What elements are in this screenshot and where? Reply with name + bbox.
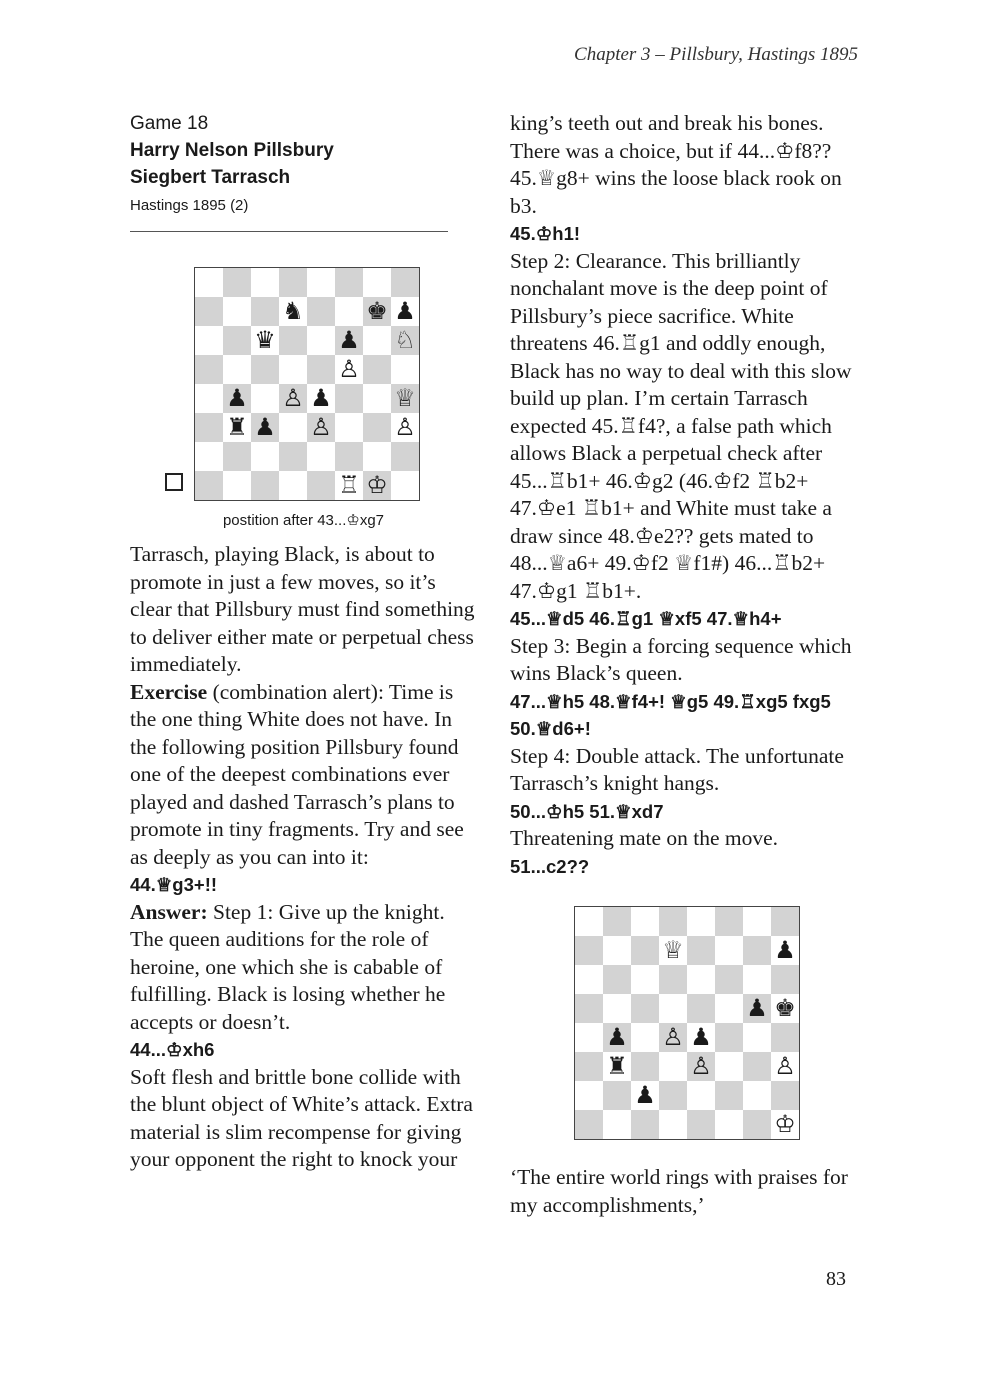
answer-label: Answer: [130, 899, 208, 924]
board-square [603, 936, 631, 965]
board-square [391, 471, 419, 500]
board-square [743, 965, 771, 994]
board-square [659, 994, 687, 1023]
board-square [631, 1052, 659, 1081]
board-square [659, 965, 687, 994]
board-square [687, 907, 715, 936]
board-square [771, 907, 799, 936]
diagram-1 [194, 267, 420, 501]
board-square [307, 297, 335, 326]
board-square [363, 268, 391, 297]
board-square [251, 355, 279, 384]
board-square [743, 1023, 771, 1052]
board-square [687, 936, 715, 965]
board-square [575, 965, 603, 994]
board-square [223, 326, 251, 355]
diagram2-piece-h7: ♟ [774, 936, 796, 964]
board-square [335, 442, 363, 471]
board-square [307, 268, 335, 297]
board-square [687, 965, 715, 994]
board-square [391, 268, 419, 297]
diagram-1-caption: postition after 43...♔xg7 [222, 512, 385, 529]
white-player: Harry Nelson Pillsbury [130, 140, 334, 161]
diagram1-piece-f1: ♖ [338, 471, 360, 499]
diagram1-piece-c6: ♛ [254, 326, 276, 354]
move-line: 45.♔h1! [510, 223, 581, 244]
event-info: Hastings 1895 (2) [130, 197, 249, 214]
move-line: 50...♔h5 51.♕xd7 [510, 800, 664, 822]
diagram2-piece-d7: ♕ [662, 936, 684, 964]
board-square [603, 1081, 631, 1110]
diagram1-piece-h3: ♙ [394, 413, 416, 441]
board-square [307, 355, 335, 384]
divider [130, 231, 448, 232]
diagram1-piece-g7: ♚ [366, 297, 388, 325]
board-square [715, 1023, 743, 1052]
diagram2-piece-c2: ♟ [634, 1081, 656, 1109]
diagram1-piece-h6: ♘ [394, 326, 416, 354]
move-line: 51...c2?? [510, 855, 590, 877]
board-square [631, 907, 659, 936]
board-square [603, 1110, 631, 1139]
board-square [223, 297, 251, 326]
diagram2-piece-b3: ♜ [606, 1052, 628, 1080]
board-square [631, 1023, 659, 1052]
board-square [715, 994, 743, 1023]
answer-text: Step 1: Give up the knight. The queen auditions for the role of heroine, one which she is cabable of fulfilling. Black is losing whether he accepts or doesn’t. [130, 899, 446, 1034]
board-square [223, 268, 251, 297]
board-square [195, 268, 223, 297]
diagram1-piece-b4: ♟ [226, 384, 248, 412]
board-square [743, 936, 771, 965]
board-square [223, 442, 251, 471]
board-square [279, 355, 307, 384]
answer-paragraph [130, 899, 482, 1037]
board-square [631, 936, 659, 965]
board-square [279, 442, 307, 471]
board-square [771, 965, 799, 994]
diagram2-piece-h5: ♚ [774, 994, 796, 1022]
diagram2-piece-e3: ♙ [690, 1052, 712, 1080]
board-square [251, 471, 279, 500]
board-square [659, 907, 687, 936]
board-square [391, 442, 419, 471]
board-square [251, 442, 279, 471]
board-square [195, 442, 223, 471]
board-square [223, 471, 251, 500]
diagram-2 [574, 906, 800, 1140]
diagram1-piece-f5: ♙ [338, 355, 360, 383]
board-square [715, 936, 743, 965]
board-square [335, 413, 363, 442]
board-square [631, 1110, 659, 1139]
page-number: 83 [826, 1268, 846, 1290]
board-square [363, 413, 391, 442]
diagram1-piece-f6: ♟ [338, 326, 360, 354]
diagram2-piece-b4: ♟ [606, 1023, 628, 1051]
board-square [659, 1110, 687, 1139]
board-square [195, 355, 223, 384]
chess-board-2 [574, 906, 800, 1140]
board-square [195, 326, 223, 355]
board-square [743, 1052, 771, 1081]
board-square [575, 994, 603, 1023]
diagram2-piece-h1: ♔ [774, 1110, 796, 1138]
board-square [715, 1052, 743, 1081]
board-square [603, 994, 631, 1023]
paragraph: Step 3: Begin a forcing sequence which wins Black’s queen. [510, 633, 852, 685]
move-line: 47...♕h5 48.♕f4+! ♕g5 49.♖xg5 fxg5 50.♕d6+! [510, 690, 831, 739]
board-square [335, 297, 363, 326]
black-player: Siegbert Tarrasch [130, 167, 291, 188]
board-square [743, 1081, 771, 1110]
move-line: 45...♕d5 46.♖g1 ♕xf5 47.♕h4+ [510, 608, 782, 629]
board-square [195, 413, 223, 442]
diagram2-piece-d4: ♙ [662, 1023, 684, 1051]
board-square [279, 268, 307, 297]
game-number: Game 18 [130, 113, 209, 134]
board-square [223, 355, 251, 384]
board-square [251, 384, 279, 413]
board-square [307, 471, 335, 500]
board-square [307, 442, 335, 471]
board-square [603, 965, 631, 994]
board-square [659, 1052, 687, 1081]
board-square [715, 1110, 743, 1139]
board-square [307, 326, 335, 355]
diagram2-piece-g5: ♟ [746, 994, 768, 1022]
diagram1-piece-b3: ♜ [226, 413, 248, 441]
running-head: Chapter 3 – Pillsbury, Hastings 1895 [574, 44, 858, 65]
board-square [659, 1081, 687, 1110]
diagram1-piece-c3: ♟ [254, 413, 276, 441]
board-square [715, 907, 743, 936]
board-square [575, 907, 603, 936]
right-column [510, 110, 860, 1219]
board-square [687, 1110, 715, 1139]
board-square [335, 384, 363, 413]
board-square [363, 384, 391, 413]
board-square [771, 1081, 799, 1110]
move-line: 44...♔xh6 [130, 1039, 215, 1060]
move-line: 44.♕g3+!! [130, 874, 218, 895]
board-square [575, 1023, 603, 1052]
board-square [279, 471, 307, 500]
board-square [743, 1110, 771, 1139]
board-square [251, 297, 279, 326]
paragraph: Threatening mate on the move. [510, 826, 779, 850]
paragraph: Tarrasch, playing Black, is about to promote in just a few moves, so it’s clear that Pillsbury must find something to deliver either mate or perpetual chess immediately. [130, 542, 475, 676]
diagram2-piece-h3: ♙ [774, 1052, 796, 1080]
diagram1-piece-h4: ♕ [394, 384, 416, 412]
board-square [391, 355, 419, 384]
paragraph: Step 2: Clearance. This brilliantly nonchalant move is the deep point of Pillsbury’s piece sacrifice. White threatens 46.♖g1 and oddly enough, Black has no way to deal with this slow build up plan. I’m certain Tarrasch expected 45.♖f4?, a false path which allows Black a perpetual check after 45...♖b1+ 46.♔g2 (46.♔f2 ♖b2+ 47.♔e1 ♖b1+ and White must take a draw since 48.♔e2?? gets mated to 48...♕a6+ 49.♔f2 ♕f1#) 46...♖b2+ 47.♔g1 ♖b1+. [510, 248, 852, 603]
board-square [575, 1052, 603, 1081]
paragraph: ‘The entire world rings with praises for my accomplishments,’ [510, 1165, 848, 1217]
paragraph: king’s teeth out and break his bones. There was a choice, but if 44...♔f8?? 45.♕g8+ wins the loose black rook on b3. [510, 111, 842, 218]
board-square [687, 1081, 715, 1110]
diagram1-piece-e3: ♙ [310, 413, 332, 441]
board-square [575, 1081, 603, 1110]
board-square [771, 1023, 799, 1052]
board-square [603, 907, 631, 936]
left-column [130, 110, 482, 1174]
board-square [715, 1081, 743, 1110]
white-to-move-marker [165, 473, 183, 491]
exercise-label: Exercise [130, 679, 208, 704]
board-square [687, 994, 715, 1023]
diagram1-piece-h7: ♟ [394, 297, 416, 325]
diagram1-piece-e4: ♟ [310, 384, 332, 412]
board-square [631, 994, 659, 1023]
chess-board-1 [194, 267, 420, 501]
board-square [279, 326, 307, 355]
board-square [279, 413, 307, 442]
exercise-paragraph [130, 679, 482, 872]
diagram2-piece-e4: ♟ [690, 1023, 712, 1051]
board-square [363, 355, 391, 384]
board-square [195, 297, 223, 326]
board-square [743, 907, 771, 936]
board-square [335, 268, 363, 297]
diagram1-piece-d7: ♞ [282, 297, 304, 325]
paragraph: Step 4: Double attack. The unfortunate Tarrasch’s knight hangs. [510, 743, 844, 795]
board-square [575, 1110, 603, 1139]
diagram1-piece-d4: ♙ [282, 384, 304, 412]
board-square [363, 326, 391, 355]
board-square [363, 442, 391, 471]
diagram1-piece-g1: ♔ [366, 471, 388, 499]
paragraph: Soft flesh and brittle bone collide with the blunt object of White’s attack. Extra material is slim recompense for giving your opponent the right to knock your [130, 1064, 473, 1171]
board-square [195, 384, 223, 413]
board-square [631, 965, 659, 994]
board-square [575, 936, 603, 965]
exercise-text: (combination alert): Time is the one thing White does not have. In the following position Pillsbury found one of the deepest combinations ever played and dashed Tarrasch’s plans to promote in tiny fragments. Try and see as deeply as you can into it: [130, 679, 464, 869]
board-square [715, 965, 743, 994]
board-square [195, 471, 223, 500]
board-square [251, 268, 279, 297]
